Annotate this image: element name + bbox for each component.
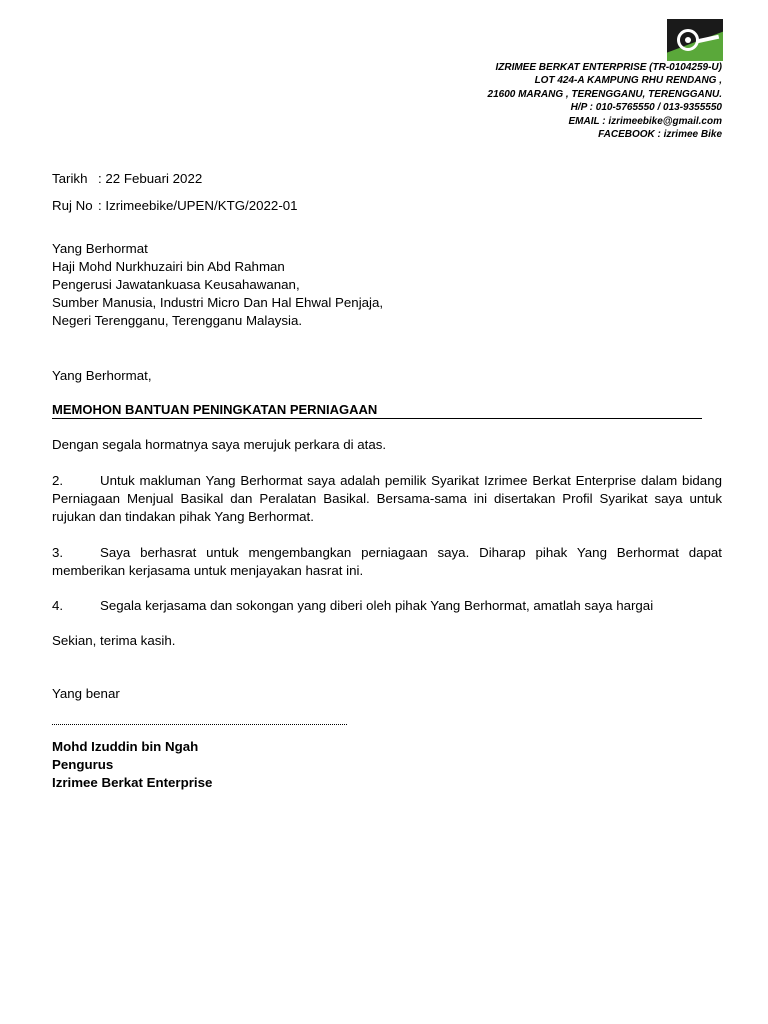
signoff: Yang benar [52, 686, 120, 701]
paragraph-2 [52, 472, 722, 526]
recipient-line: Pengerusi Jawatankuasa Keusahawanan, [52, 277, 300, 292]
date-value: : 22 Febuari 2022 [98, 171, 203, 186]
company-logo [667, 19, 723, 61]
paragraph-text: Saya berhasrat untuk mengembangkan perniagaan saya. Diharap pihak Yang Berhormat dapat memberikan kerjasama untuk menjayakan hasrat ini. [52, 545, 722, 578]
paragraph-number: 2. [52, 473, 64, 488]
paragraph-text: Untuk makluman Yang Berhormat saya adalah pemilik Syarikat Izrimee Berkat Enterprise dalam bidang Perniagaan Menjual Basikal dan Peralatan Basikal. Bersama-sama ini disertakan Profil Syarikat saya untuk rujukan dan tindakan pihak Yang Berhormat. [52, 473, 722, 524]
salutation: Yang Berhormat, [52, 368, 152, 383]
signer-company: Izrimee Berkat Enterprise [52, 775, 213, 790]
letter-subject: MEMOHON BANTUAN PENINGKATAN PERNIAGAAN [52, 402, 702, 419]
recipient-line: Sumber Manusia, Industri Micro Dan Hal Ehwal Penjaja, [52, 295, 384, 310]
reference-value: : Izrimeebike/UPEN/KTG/2022-01 [98, 198, 298, 213]
letterhead-line: FACEBOOK : izrimee Bike [598, 129, 722, 141]
signer-name: Mohd Izuddin bin Ngah [52, 739, 199, 754]
paragraph-text: Segala kerjasama dan sokongan yang diberi oleh pihak Yang Berhormat, amatlah saya hargai [100, 598, 654, 613]
bicycle-wheel-icon [677, 29, 699, 51]
closing-sentence: Sekian, terima kasih. [52, 633, 176, 648]
recipient-address [52, 240, 383, 330]
recipient-line: Haji Mohd Nurkhuzairi bin Abd Rahman [52, 259, 285, 274]
date-line [52, 171, 202, 186]
opening-sentence: Dengan segala hormatnya saya merujuk perkara di atas. [52, 437, 387, 452]
letterhead-line: 21600 MARANG , TERENGGANU, TERENGGANU. [487, 88, 722, 100]
signature-line [52, 724, 347, 725]
reference-label: Ruj No [52, 198, 93, 213]
signer-block [52, 738, 212, 792]
letterhead-line: EMAIL : izrimeebike@gmail.com [568, 115, 722, 127]
reference-line [52, 198, 298, 213]
paragraph-number: 3. [52, 545, 64, 560]
letterhead-line: H/P : 010-5765550 / 013-9355550 [570, 102, 722, 114]
paragraph-3 [52, 544, 722, 580]
date-label: Tarikh [52, 171, 88, 186]
signer-title: Pengurus [52, 757, 114, 772]
letterhead-line: LOT 424-A KAMPUNG RHU RENDANG , [534, 75, 722, 87]
paragraph-number: 4. [52, 598, 64, 613]
paragraph-4 [52, 597, 722, 615]
recipient-line: Yang Berhormat [52, 241, 148, 256]
letterhead-company-info [488, 61, 722, 141]
letterhead-line: IZRIMEE BERKAT ENTERPRISE (TR-0104259-U) [495, 62, 722, 73]
recipient-line: Negeri Terengganu, Terengganu Malaysia. [52, 313, 303, 328]
